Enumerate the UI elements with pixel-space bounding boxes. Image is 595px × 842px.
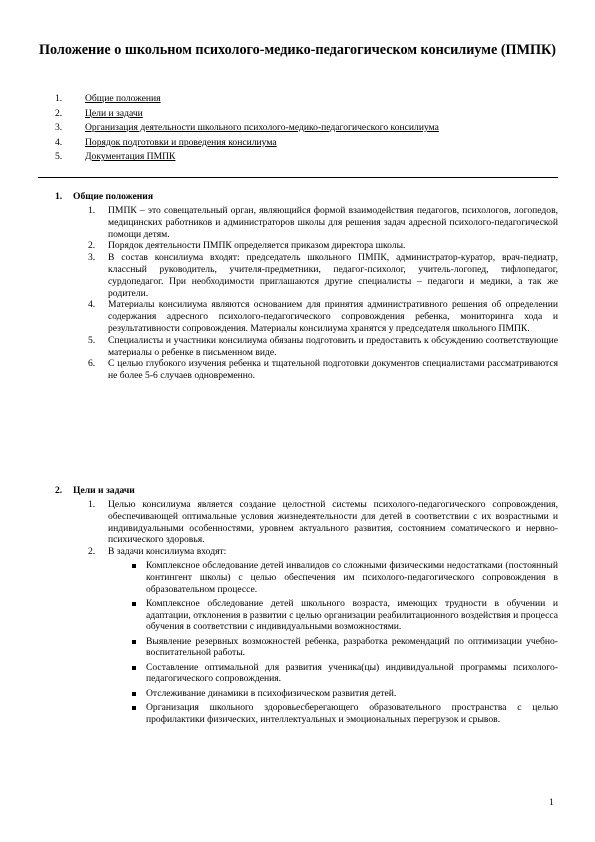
list-item-number: 6.	[88, 358, 96, 370]
square-bullet-icon	[132, 564, 136, 568]
bullet-item-text: Организация школьного здоровьесберегающего образовательного пространства с целью профилактики физических, интеллектуальных и эмоциональных перегрузок и срывов.	[146, 701, 558, 725]
list-item	[88, 205, 558, 240]
toc-item[interactable]	[55, 150, 555, 165]
bullet-item	[146, 662, 558, 686]
section-heading	[0, 191, 595, 205]
square-bullet-icon	[132, 706, 136, 710]
bullet-item-text: Отслеживание динамики в психофизическом развития детей.	[146, 687, 397, 699]
list-item-text: В состав консилиума входят: председатель школьного ПМПК, администратор-куратор, врач-педиатр, классный руководитель, учителя-предметники, педагог-психолог, учитель-логопед, тифлопедагог, сурдопедагог. При необходимости приглашаются другие специалисты – педагоги и медики, а так же родители.	[108, 252, 558, 299]
list-item-text: Порядок деятельности ПМПК определяется приказом директора школы.	[108, 240, 406, 252]
list-item-text: Специалисты и участники консилиума обязаны подготовить и предоставить к обсуждению соответствующие материалы о ребенке в письменном виде.	[108, 334, 558, 358]
toc-item[interactable]	[55, 107, 555, 122]
bullet-item	[146, 598, 558, 633]
list-item	[88, 240, 558, 252]
toc-item-number: 2.	[55, 107, 63, 119]
section-number: 2.	[55, 485, 63, 496]
toc-item-number: 5.	[55, 151, 63, 163]
list-item	[88, 499, 558, 546]
section-heading-text: Общие положения	[73, 191, 154, 202]
divider	[38, 177, 558, 178]
toc-item-number: 4.	[55, 136, 63, 148]
list-item-number: 1.	[88, 205, 96, 216]
toc-item-number: 3.	[55, 122, 63, 134]
section-goals-and-tasks	[0, 485, 595, 728]
section-item-list	[0, 205, 595, 382]
bullet-item	[146, 702, 558, 726]
list-item-text: Материалы консилиума являются основанием для принятия административного решения об определении содержания адресного психолого-педагогического сопровождения ребенка, мониторинга хода и результативности сопровождения. Материалы консилиума хранятся у председателя школьного ПМПК.	[108, 299, 558, 334]
toc-item[interactable]	[55, 136, 555, 151]
list-item-number: 1.	[88, 499, 96, 510]
list-item-number: 2.	[88, 240, 96, 252]
section-number: 1.	[55, 191, 63, 202]
page-number: 1	[549, 797, 554, 808]
list-item-number: 5.	[88, 334, 96, 346]
list-item	[88, 299, 558, 334]
section-heading	[0, 485, 595, 499]
list-item	[88, 546, 558, 725]
bullet-item-text: Комплексное обследование детей школьного возраста, имеющих трудности в обучении и адаптации, отклонения в развитии с целью организации реабилитационного воздействия и процесса обучения в соответствии с индивидуальными возможностями.	[146, 597, 558, 633]
toc-item-link[interactable]: Порядок подготовки и проведения консилиума	[85, 136, 277, 148]
bullet-item-text: Комплексное обследование детей инвалидов со сложными физическими недостатками (постоянный контингент школы) с целью обеспечения им психолого-педагогического сопровождения в образовательном процессе.	[146, 559, 558, 595]
list-item-number: 4.	[88, 299, 96, 311]
bullet-item	[146, 560, 558, 595]
section-heading-text: Цели и задачи	[73, 485, 135, 496]
bullet-item	[146, 688, 558, 700]
list-item	[88, 358, 558, 382]
list-item-number: 3.	[88, 252, 96, 264]
square-bullet-icon	[132, 666, 136, 670]
square-bullet-icon	[132, 640, 136, 644]
toc-item-link[interactable]: Цели и задачи	[85, 107, 143, 119]
list-item-text: ПМПК – это совещательный орган, являющийся формой взаимодействия педагогов, психологов, логопедов, медицинских работников и администраторов школы для решения задач адресной психолого-педагогической помощи детям.	[108, 205, 558, 240]
toc-item-number: 1.	[55, 93, 63, 104]
table-of-contents	[55, 92, 555, 165]
toc-item-link[interactable]: Документация ПМПК	[85, 151, 176, 163]
list-item-text: С целью глубокого изучения ребенка и тщательной подготовки документов специалистами рассматриваются не более 5-6 случаев одновременно.	[108, 358, 558, 382]
toc-item[interactable]	[55, 121, 555, 136]
bullet-item-text: Составление оптимальной для развития ученика(цы) индивидуальной программы психолого-педагогического сопровождения.	[146, 661, 558, 685]
list-item-text: В задачи консилиума входят:	[108, 546, 227, 558]
list-item	[88, 334, 558, 359]
toc-item-link[interactable]: Общие положения	[85, 93, 161, 104]
list-item-number: 2.	[88, 546, 96, 558]
bullet-item	[146, 636, 558, 660]
bullet-item-text: Выявление резервных возможностей ребенка, разработка рекомендаций по оптимизации учебно-воспитательной работы.	[146, 635, 558, 659]
square-bullet-icon	[132, 692, 136, 696]
bullet-list	[108, 560, 558, 725]
page-title: Положение о школьном психолого-медико-педагогическом консилиуме (ПМПК)	[38, 42, 557, 58]
section-item-list	[0, 499, 595, 725]
section-general-provisions	[0, 191, 595, 382]
toc-item[interactable]	[55, 92, 555, 107]
list-item	[88, 252, 558, 299]
toc-item-link[interactable]: Организация деятельности школьного психолого-медико-педагогического консилиума	[85, 122, 439, 134]
list-item-text: Целью консилиума является создание целостной системы психолого-педагогического сопровождения, обеспечивающей оптимальные условия жизнедеятельности для детей в соответствии с их возрастными и индивидуальными особенностями, уровнем актуального развития, состоянием соматического и нервно-психического здоровья.	[108, 499, 558, 546]
square-bullet-icon	[132, 602, 136, 606]
